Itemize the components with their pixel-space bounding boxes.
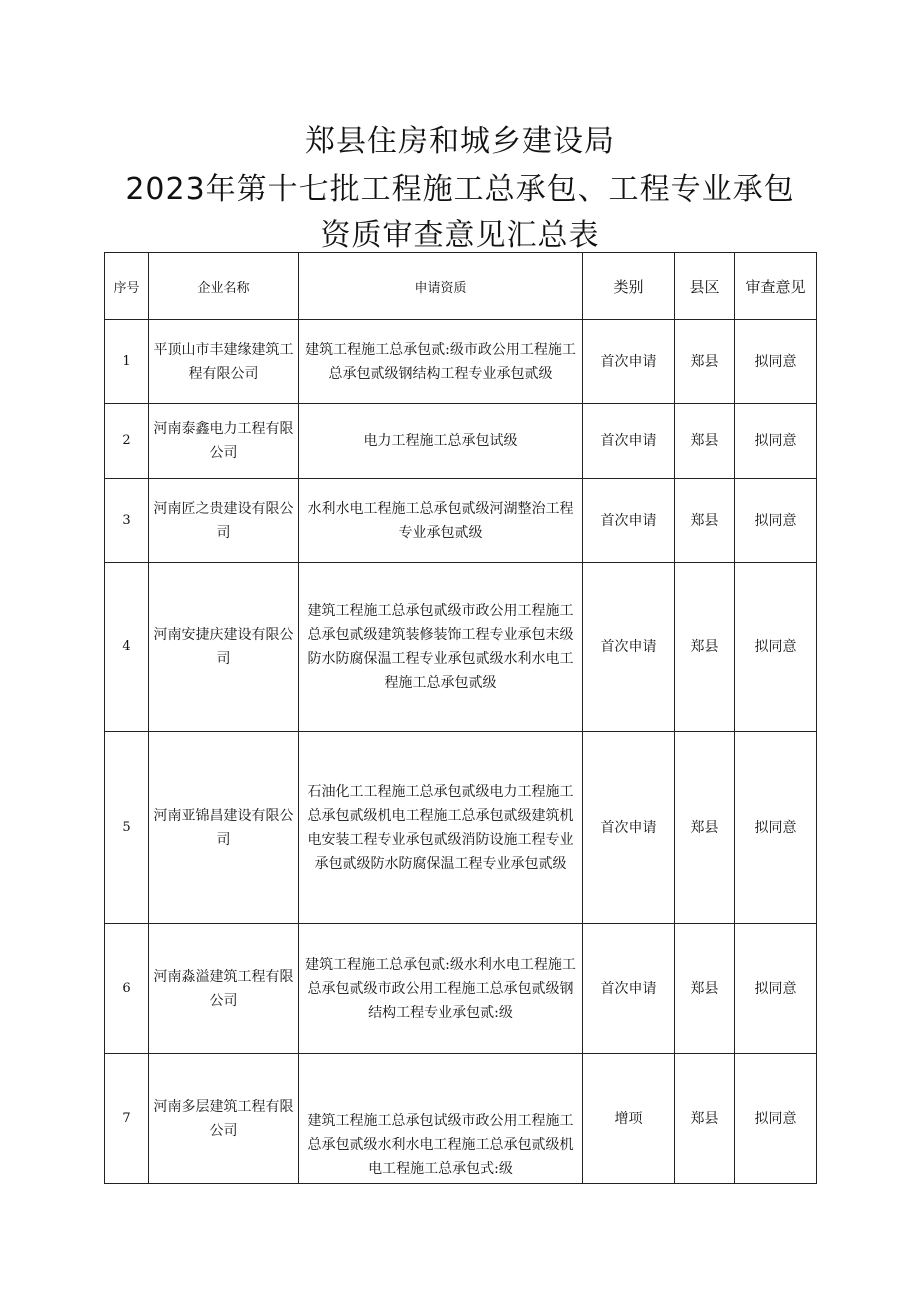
cell-opinion: 拟同意	[735, 563, 817, 732]
header-row	[105, 253, 817, 320]
table-row	[105, 1054, 817, 1184]
cell-category: 首次申请	[583, 563, 675, 732]
table-row	[105, 320, 817, 404]
cell-opinion: 拟同意	[735, 1054, 817, 1184]
cell-category: 首次申请	[583, 404, 675, 479]
cell-opinion: 拟同意	[735, 320, 817, 404]
cell-qualification: 石油化工工程施工总承包贰级电力工程施工总承包贰级机电工程施工总承包贰级建筑机电安装工程专业承包贰级消防设施工程专业承包贰级防水防腐保温工程专业承包贰级	[299, 732, 583, 924]
table-row	[105, 563, 817, 732]
cell-seq: 7	[105, 1054, 149, 1184]
title-line-3: 资质审查意见汇总表	[320, 218, 600, 253]
cell-company: 河南淼溢建筑工程有限公司	[149, 924, 299, 1054]
cell-company: 河南亚锦昌建设有限公司	[149, 732, 299, 924]
cell-seq: 5	[105, 732, 149, 924]
cell-category: 首次申请	[583, 320, 675, 404]
cell-seq: 4	[105, 563, 149, 732]
cell-qualification: 建筑工程施工总承包贰:级市政公用工程施工总承包贰级钢结构工程专业承包贰级	[299, 320, 583, 404]
table-row	[105, 479, 817, 563]
cell-company: 河南匠之贵建设有限公司	[149, 479, 299, 563]
cell-opinion: 拟同意	[735, 479, 817, 563]
cell-company: 河南多层建筑工程有限公司	[149, 1054, 299, 1184]
cell-qualification	[299, 1054, 583, 1184]
header-company: 企业名称	[149, 253, 299, 320]
cell-seq: 6	[105, 924, 149, 1054]
header-qualification: 申请资质	[299, 253, 583, 320]
cell-company: 河南泰鑫电力工程有限公司	[149, 404, 299, 479]
table-row	[105, 732, 817, 924]
cell-opinion: 拟同意	[735, 404, 817, 479]
table-row	[105, 924, 817, 1054]
cell-qualification: 水利水电工程施工总承包贰级河湖整治工程专业承包贰级	[299, 479, 583, 563]
title-line-1: 郑县住房和城乡建设局	[305, 124, 615, 159]
header-seq: 序号	[105, 253, 149, 320]
cell-seq: 3	[105, 479, 149, 563]
cell-category: 首次申请	[583, 924, 675, 1054]
title-line-2: 2023年第十七批工程施工总承包、工程专业承包	[125, 172, 795, 207]
cell-county: 郑县	[675, 404, 735, 479]
cell-opinion: 拟同意	[735, 732, 817, 924]
header-category: 类别	[583, 253, 675, 320]
cell-county: 郑县	[675, 924, 735, 1054]
cell-seq: 1	[105, 320, 149, 404]
cell-category: 增项	[583, 1054, 675, 1184]
cell-county: 郑县	[675, 479, 735, 563]
cell-category: 首次申请	[583, 732, 675, 924]
cell-county: 郑县	[675, 1054, 735, 1184]
cell-opinion: 拟同意	[735, 924, 817, 1054]
cell-company: 平顶山市丰建缘建筑工程有限公司	[149, 320, 299, 404]
cell-seq: 2	[105, 404, 149, 479]
cell-county: 郑县	[675, 320, 735, 404]
table-row	[105, 404, 817, 479]
cell-qualification: 建筑工程施工总承包贰:级水利水电工程施工总承包贰级市政公用工程施工总承包贰级钢结构工程专业承包贰:级	[299, 924, 583, 1054]
cell-qualification-text: 建筑工程施工总承包试级市政公用工程施工总承包贰级水利水电工程施工总承包贰级机电工程施工总承包式:级	[307, 1113, 574, 1177]
cell-qualification: 建筑工程施工总承包贰级市政公用工程施工总承包贰级建筑装修装饰工程专业承包末级防水防腐保温工程专业承包贰级水利水电工程施工总承包贰级	[299, 563, 583, 732]
cell-county: 郑县	[675, 563, 735, 732]
cell-category: 首次申请	[583, 479, 675, 563]
cell-qualification: 电力工程施工总承包试级	[299, 404, 583, 479]
cell-county: 郑县	[675, 732, 735, 924]
header-opinion: 审查意见	[735, 253, 817, 320]
cell-company: 河南安捷庆建设有限公司	[149, 563, 299, 732]
header-county: 县区	[675, 253, 735, 320]
qualification-table	[104, 252, 817, 1184]
